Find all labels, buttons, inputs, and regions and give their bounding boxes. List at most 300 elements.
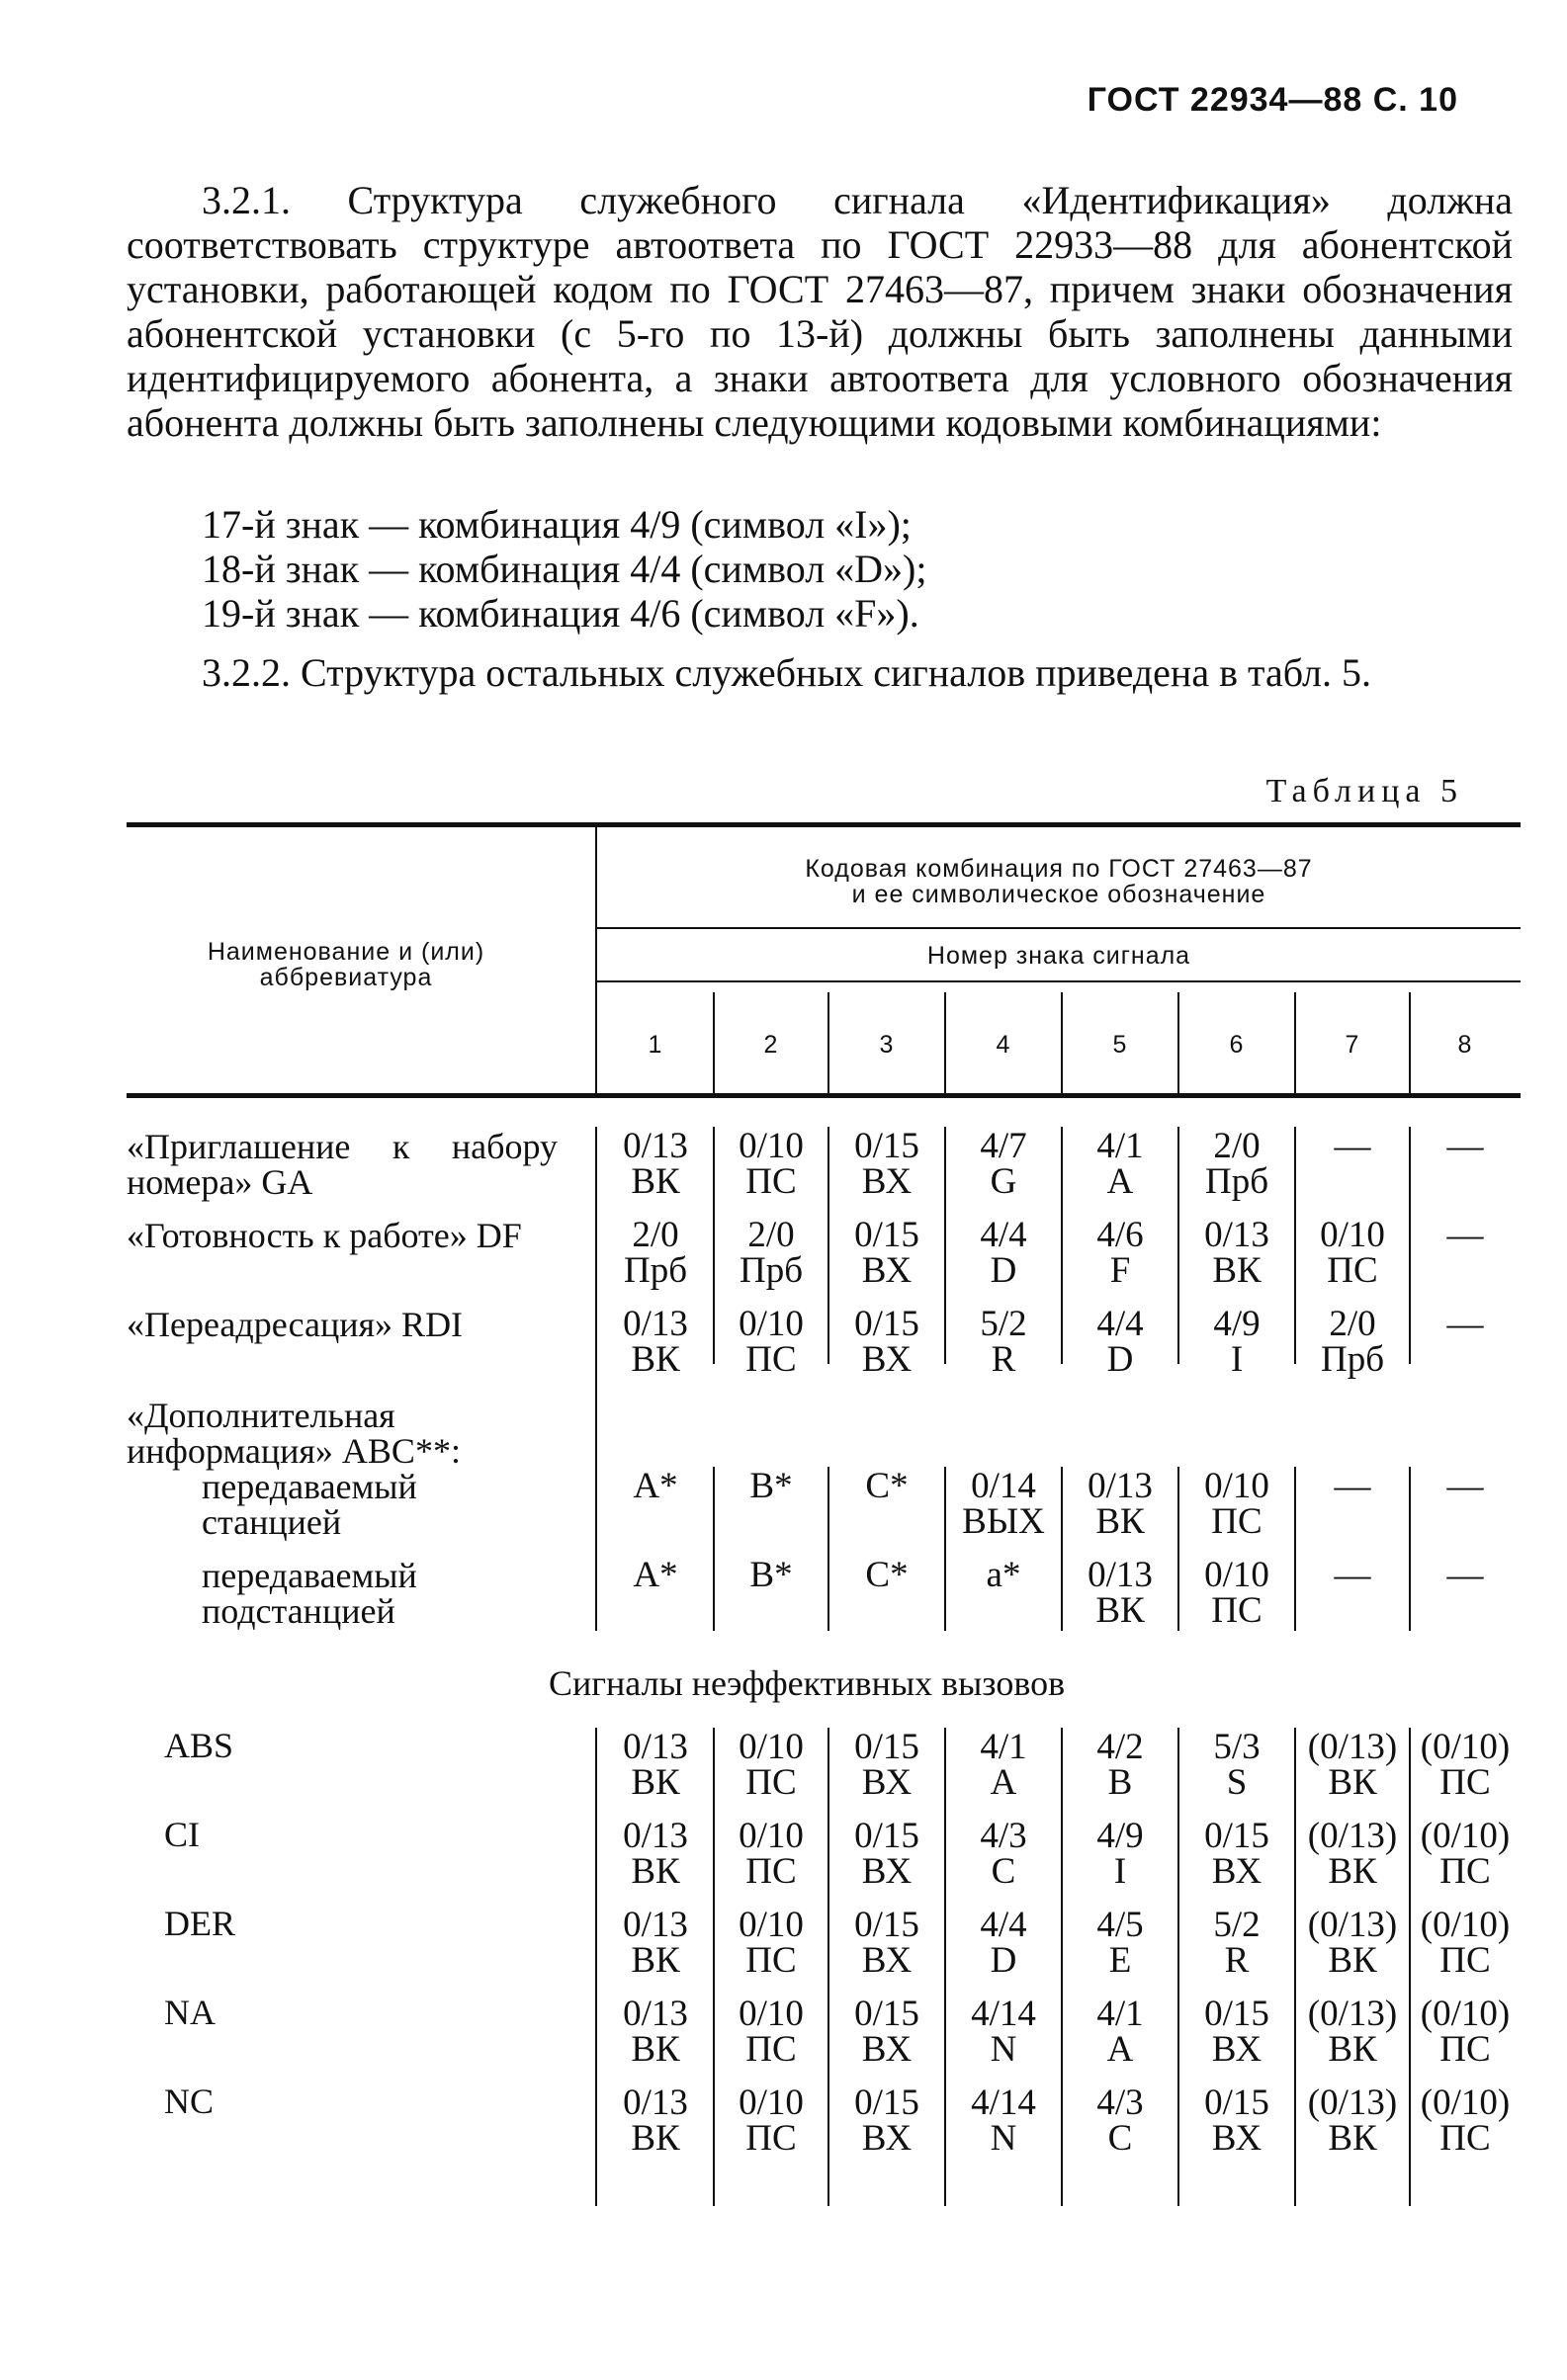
body-column-rule xyxy=(1409,1305,1411,1364)
row-name: ABS xyxy=(164,1726,234,1765)
cell-code: 0/15 xyxy=(854,1994,919,2034)
cell-code: 4/3 xyxy=(1096,2082,1144,2123)
cell-symbol: C xyxy=(1107,2118,1133,2159)
table-cell xyxy=(1178,1905,1295,1981)
cell-symbol: ПС xyxy=(745,1339,797,1380)
table-cell xyxy=(828,1126,945,1202)
cell-symbol: A xyxy=(1106,1161,1134,1202)
cell-symbol: ВК xyxy=(1328,2029,1377,2070)
body-column-rule xyxy=(944,1467,946,1631)
cell-code: 2/0 xyxy=(1213,1126,1261,1166)
cell-code: 0/13 xyxy=(1088,1555,1153,1595)
body-column-rule xyxy=(1294,1305,1296,1364)
cell-code: 4/6 xyxy=(1096,1215,1144,1255)
cell-symbol: ВХ xyxy=(861,2118,913,2159)
cell-code: 0/10 xyxy=(1320,1215,1385,1255)
table-cell xyxy=(1410,1555,1521,1595)
cell-symbol: ПС xyxy=(745,2118,797,2159)
cell-symbol: ВХ xyxy=(861,2029,913,2070)
cell-code: 4/4 xyxy=(1096,1304,1144,1344)
cell-code: 2/0 xyxy=(1329,1304,1376,1344)
table-cell xyxy=(714,2082,828,2159)
table-cell xyxy=(597,2082,714,2159)
body-column-rule xyxy=(827,1728,829,2206)
sign-line-18: 18-й знак — комбинация 4/4 (символ «D»); xyxy=(202,547,927,591)
table-cell xyxy=(945,1727,1062,1803)
sign-line-19: 19-й знак — комбинация 4/6 (символ «F»). xyxy=(202,591,919,636)
cell-code: 0/10 xyxy=(739,1905,804,1945)
table-cell xyxy=(828,1555,945,1595)
cell-code: C* xyxy=(865,1555,909,1595)
cell-symbol: ВК xyxy=(631,1762,680,1803)
cell-code: 4/1 xyxy=(1096,1126,1144,1166)
cell-code: 4/3 xyxy=(980,1816,1027,1856)
column-number: 4 xyxy=(996,1031,1011,1059)
cell-symbol: N xyxy=(990,2118,1017,2159)
sign-line-17: 17-й знак — комбинация 4/9 (символ «I»); xyxy=(202,502,912,547)
cell-symbol: ПС xyxy=(745,1161,797,1202)
table-cell xyxy=(1178,1994,1295,2070)
cell-code: — xyxy=(1446,1304,1484,1344)
cell-symbol: C xyxy=(991,1851,1016,1892)
cell-code: A* xyxy=(633,1466,678,1506)
cell-code: 0/15 xyxy=(1204,2082,1269,2123)
cell-code: (0/10) xyxy=(1420,1994,1511,2034)
table-caption: Таблица 5 xyxy=(1265,773,1463,809)
table-cell xyxy=(1295,1905,1410,1981)
body-column-rule xyxy=(827,1305,829,1364)
header-code-1: Кодовая комбинация по ГОСТ 27463—87 xyxy=(805,855,1313,883)
cell-symbol: ВК xyxy=(1328,1940,1377,1981)
body-column-rule xyxy=(1177,1127,1179,1305)
body-column-rule xyxy=(1177,1467,1179,1631)
row-name: «Переадресация» RDI xyxy=(127,1305,464,1344)
body-column-rule xyxy=(1061,1305,1063,1364)
paragraph-3-2-1-text: 3.2.1. Структура служебного сигнала «Идентификация» должна соответствовать структуре автоответа по ГОСТ 22933—88 для абонентской установки, работающей кодом по ГОСТ 27463—87, причем знаки обозначения абонентской установки (с 5-го по 13-й) должны быть заполнены данными идентифицируемого абонента, а знаки автоответа для условного обозначения абонента должны быть заполнены следующими кодовыми комбинациями: xyxy=(127,178,1513,445)
cell-symbol: G xyxy=(990,1161,1017,1202)
cell-symbol: ПС xyxy=(1439,2118,1491,2159)
cell-code: A* xyxy=(633,1555,678,1595)
cell-code: — xyxy=(1334,1126,1371,1166)
paragraph-3-2-1 xyxy=(127,178,1513,445)
cell-symbol: ВХ xyxy=(861,1940,913,1981)
cell-code: — xyxy=(1446,1466,1484,1506)
table-cell xyxy=(1295,1555,1410,1595)
cell-code: 0/15 xyxy=(854,1905,919,1945)
cell-code: 4/9 xyxy=(1213,1304,1261,1344)
row-name: DER xyxy=(164,1904,235,1943)
cell-symbol: ВХ xyxy=(861,1851,913,1892)
header-column-rule xyxy=(827,992,829,1093)
cell-symbol: D xyxy=(1106,1339,1134,1380)
cell-symbol: ПС xyxy=(745,1940,797,1981)
table-cell xyxy=(945,1555,1062,1595)
cell-code: 4/2 xyxy=(1096,1727,1144,1767)
cell-symbol: Прб xyxy=(1204,1161,1269,1202)
table-cell xyxy=(1410,1816,1521,1892)
cell-symbol: ВХ xyxy=(861,1250,913,1291)
body-column-rule xyxy=(944,1127,946,1305)
table-cell xyxy=(1062,1816,1178,1892)
table-cell xyxy=(945,1905,1062,1981)
column-number: 1 xyxy=(648,1031,663,1059)
header-column-rule xyxy=(1294,992,1296,1093)
cell-code: 0/13 xyxy=(623,1905,688,1945)
cell-symbol: ВЫХ xyxy=(962,1501,1045,1542)
cell-symbol: ПС xyxy=(1211,1590,1262,1631)
cell-code: 0/10 xyxy=(739,1994,804,2034)
table-cell xyxy=(597,1816,714,1892)
table-cell xyxy=(714,1816,828,1892)
header-column-rule xyxy=(713,992,715,1093)
cell-code: — xyxy=(1334,1555,1371,1595)
table-cell xyxy=(1410,1905,1521,1981)
table-cell xyxy=(1295,1304,1410,1380)
cell-code: (0/10) xyxy=(1420,1727,1511,1767)
cell-symbol: F xyxy=(1109,1250,1131,1291)
table-cell xyxy=(1062,1905,1178,1981)
cell-symbol: ПС xyxy=(1439,1851,1491,1892)
cell-code: 0/15 xyxy=(854,1215,919,1255)
cell-code: 0/15 xyxy=(854,1727,919,1767)
table-cell xyxy=(1295,1126,1410,1166)
table-cell xyxy=(597,1727,714,1803)
cell-code: B* xyxy=(749,1555,793,1595)
table-cell xyxy=(714,1215,828,1291)
cell-code: (0/13) xyxy=(1307,1727,1398,1767)
table-cell xyxy=(828,1994,945,2070)
table-cell xyxy=(945,1466,1062,1542)
row-name: передаваемый подстанцией xyxy=(202,1556,417,1631)
cell-symbol: ВК xyxy=(631,2118,680,2159)
cell-code: 0/10 xyxy=(739,1727,804,1767)
table-cell xyxy=(714,1555,828,1595)
cell-symbol: E xyxy=(1108,1940,1132,1981)
table-cell xyxy=(714,1727,828,1803)
header-column-rule xyxy=(944,992,946,1093)
table-cell xyxy=(714,1466,828,1506)
row-name: передаваемый станцией xyxy=(202,1467,417,1542)
paragraph-3-2-2 xyxy=(127,650,1513,695)
cell-code: C* xyxy=(865,1466,909,1506)
cell-symbol: ВК xyxy=(631,1339,680,1380)
cell-code: — xyxy=(1446,1126,1484,1166)
cell-symbol: ВК xyxy=(631,1851,680,1892)
cell-code: 5/2 xyxy=(980,1304,1027,1344)
cell-code: 4/7 xyxy=(980,1126,1027,1166)
body-column-rule xyxy=(1061,1127,1063,1305)
cell-symbol: ВК xyxy=(631,1161,680,1202)
name-column-rule-part2 xyxy=(595,1728,597,2206)
table-cell xyxy=(828,1304,945,1380)
body-column-rule xyxy=(1061,1728,1063,2206)
table-cell xyxy=(945,1215,1062,1291)
table-cell xyxy=(828,1816,945,1892)
cell-code: 5/2 xyxy=(1213,1905,1261,1945)
header-bottom-rule xyxy=(127,1093,1521,1098)
sign-list xyxy=(202,502,926,636)
cell-symbol: A xyxy=(1106,2029,1134,2070)
cell-code: 0/15 xyxy=(854,1816,919,1856)
header-code-2: и ее символическое обозначение xyxy=(851,881,1266,908)
cell-symbol: D xyxy=(990,1250,1017,1291)
cell-code: (0/13) xyxy=(1307,2082,1398,2123)
header-column-rule xyxy=(1409,992,1411,1093)
table-cell xyxy=(714,1304,828,1380)
row-name: NC xyxy=(164,2082,215,2121)
cell-code: 0/10 xyxy=(739,1126,804,1166)
body-column-rule xyxy=(713,1728,715,2206)
name-column-rule xyxy=(595,826,597,1093)
table-cell xyxy=(597,1905,714,1981)
cell-code: 0/10 xyxy=(739,2082,804,2123)
table-cell xyxy=(1178,1215,1295,1291)
column-number: 2 xyxy=(763,1031,779,1059)
table-cell xyxy=(597,1304,714,1380)
cell-code: 4/5 xyxy=(1096,1905,1144,1945)
cell-code: (0/10) xyxy=(1420,1905,1511,1945)
table-cell xyxy=(945,2082,1062,2159)
header-column-rule xyxy=(1061,992,1063,1093)
table-cell xyxy=(1062,1126,1178,1202)
body-column-rule xyxy=(944,1305,946,1364)
header-name: Наименование и (или) аббревиатура xyxy=(207,938,485,991)
table-cell xyxy=(1410,1126,1521,1166)
table-cell xyxy=(597,1215,714,1291)
table-cell xyxy=(1410,1727,1521,1803)
cell-code: 4/14 xyxy=(971,1994,1036,2034)
table-cell xyxy=(597,1466,714,1506)
table-cell xyxy=(1062,1304,1178,1380)
cell-code: 0/10 xyxy=(739,1816,804,1856)
table-cell xyxy=(597,1994,714,2070)
table-cell xyxy=(1410,1304,1521,1344)
cell-code: (0/10) xyxy=(1420,1816,1511,1856)
header-column-rule xyxy=(1177,992,1179,1093)
cell-code: 0/13 xyxy=(1088,1466,1153,1506)
table-cell xyxy=(828,1215,945,1291)
row-name: «Приглашение к набору номера» GA xyxy=(127,1127,558,1202)
cell-symbol: ПС xyxy=(1439,1762,1491,1803)
cell-code: 4/1 xyxy=(1096,1994,1144,2034)
cell-code: 0/15 xyxy=(854,1126,919,1166)
cell-symbol: ПС xyxy=(1439,2029,1491,2070)
cell-code: — xyxy=(1446,1215,1484,1255)
paragraph-3-2-2-text: 3.2.2. Структура остальных служебных сигналов приведена в табл. 5. xyxy=(202,650,1372,695)
cell-code: — xyxy=(1334,1466,1371,1506)
running-head: ГОСТ 22934—88 С. 10 xyxy=(1087,81,1458,119)
table-cell xyxy=(1062,1466,1178,1542)
table-cell xyxy=(1062,1727,1178,1803)
cell-code: — xyxy=(1446,1555,1484,1595)
cell-symbol: ВХ xyxy=(1211,2118,1262,2159)
body-column-rule xyxy=(1294,1728,1296,2206)
table-cell xyxy=(714,1994,828,2070)
table-cell xyxy=(1178,1466,1295,1542)
cell-code: 4/14 xyxy=(971,2082,1036,2123)
body-column-rule xyxy=(1409,1467,1411,1631)
cell-code: a* xyxy=(986,1555,1021,1595)
cell-symbol: ВХ xyxy=(861,1762,913,1803)
body-column-rule xyxy=(827,1467,829,1631)
column-number: 3 xyxy=(879,1031,895,1059)
body-column-rule xyxy=(1177,1728,1179,2206)
table-cell xyxy=(1295,1994,1410,2070)
cell-symbol: ВХ xyxy=(861,1339,913,1380)
cell-code: 0/13 xyxy=(623,2082,688,2123)
cell-symbol: Прб xyxy=(1320,1339,1385,1380)
header-sign-number: Номер знака сигнала xyxy=(926,942,1191,970)
cell-code: 2/0 xyxy=(632,1215,679,1255)
cell-symbol: ВК xyxy=(1328,1762,1377,1803)
row-name: CI xyxy=(164,1815,200,1854)
cell-code: 0/13 xyxy=(623,1304,688,1344)
cell-code: B* xyxy=(749,1466,793,1506)
cell-symbol: Прб xyxy=(739,1250,804,1291)
cell-symbol: R xyxy=(1224,1940,1250,1981)
body-column-rule xyxy=(827,1127,829,1305)
body-column-rule xyxy=(1409,1127,1411,1305)
table-cell xyxy=(1410,1215,1521,1255)
column-number: 5 xyxy=(1112,1031,1128,1059)
cell-symbol: ПС xyxy=(745,2029,797,2070)
table-cell xyxy=(1062,1215,1178,1291)
body-column-rule xyxy=(713,1467,715,1631)
body-column-rule xyxy=(944,1728,946,2206)
table-cell xyxy=(1178,1304,1295,1380)
column-number: 7 xyxy=(1345,1031,1360,1059)
cell-code: 0/15 xyxy=(1204,1816,1269,1856)
table-cell xyxy=(828,2082,945,2159)
cell-symbol: ВК xyxy=(1328,1851,1377,1892)
table-cell xyxy=(1178,1816,1295,1892)
cell-code: 0/13 xyxy=(623,1126,688,1166)
cell-symbol: D xyxy=(990,1940,1017,1981)
body-column-rule xyxy=(1177,1305,1179,1364)
body-column-rule xyxy=(1409,1728,1411,2206)
cell-symbol: ПС xyxy=(745,1851,797,1892)
cell-code: 4/1 xyxy=(980,1727,1027,1767)
cell-symbol: ВК xyxy=(1095,1501,1145,1542)
table-cell xyxy=(945,1816,1062,1892)
cell-code: 0/13 xyxy=(623,1727,688,1767)
header-mid-rule xyxy=(597,927,1521,929)
cell-symbol: A xyxy=(990,1762,1017,1803)
table-cell xyxy=(1295,1215,1410,1291)
cell-symbol: ПС xyxy=(1327,1250,1378,1291)
body-column-rule xyxy=(1294,1467,1296,1631)
cell-symbol: N xyxy=(990,2029,1017,2070)
cell-code: 0/10 xyxy=(1204,1555,1269,1595)
table-cell xyxy=(828,1905,945,1981)
cell-symbol: ВХ xyxy=(1211,2029,1262,2070)
column-number: 6 xyxy=(1229,1031,1245,1059)
header-mid-rule-2 xyxy=(597,980,1521,982)
abc-title: «Дополнительная информация» ABC**: xyxy=(127,1396,461,1471)
table-cell xyxy=(1062,1555,1178,1631)
table-cell xyxy=(1295,1466,1410,1506)
cell-symbol: R xyxy=(991,1339,1016,1380)
cell-symbol: B xyxy=(1107,1762,1133,1803)
table-cell xyxy=(597,1555,714,1595)
table-cell xyxy=(714,1905,828,1981)
table-cell xyxy=(1178,1555,1295,1631)
cell-code: (0/13) xyxy=(1307,1905,1398,1945)
cell-symbol: ВХ xyxy=(861,1161,913,1202)
table-cell xyxy=(1295,2082,1410,2159)
cell-code: (0/13) xyxy=(1307,1816,1398,1856)
table-cell xyxy=(1410,1466,1521,1506)
table-cell xyxy=(1295,1727,1410,1803)
cell-code: 0/14 xyxy=(971,1466,1036,1506)
cell-code: 0/15 xyxy=(854,2082,919,2123)
table-top-rule xyxy=(127,822,1521,827)
cell-symbol: ВК xyxy=(1095,1590,1145,1631)
cell-code: 2/0 xyxy=(747,1215,795,1255)
table-cell xyxy=(945,1994,1062,2070)
cell-symbol: Прб xyxy=(623,1250,688,1291)
cell-symbol: ВК xyxy=(1212,1250,1262,1291)
body-column-rule xyxy=(713,1127,715,1305)
row-name: NA xyxy=(164,1993,216,2032)
table-cell xyxy=(828,1466,945,1506)
cell-code: 4/4 xyxy=(980,1905,1027,1945)
cell-symbol: ВК xyxy=(631,1940,680,1981)
cell-code: 0/13 xyxy=(623,1816,688,1856)
table-cell xyxy=(1410,1994,1521,2070)
cell-code: (0/10) xyxy=(1420,2082,1511,2123)
table-cell xyxy=(1178,1126,1295,1202)
table-cell xyxy=(945,1126,1062,1202)
body-column-rule xyxy=(1061,1467,1063,1631)
row-name: «Готовность к работе» DF xyxy=(127,1216,522,1255)
table-cell xyxy=(714,1126,828,1202)
table-cell xyxy=(828,1727,945,1803)
table-cell xyxy=(1295,1816,1410,1892)
body-column-rule xyxy=(1294,1127,1296,1305)
cell-symbol: S xyxy=(1226,1762,1248,1803)
table-cell xyxy=(1062,1994,1178,2070)
cell-symbol: ПС xyxy=(1439,1940,1491,1981)
cell-symbol: ВХ xyxy=(1211,1851,1262,1892)
cell-symbol: ВК xyxy=(1328,2118,1377,2159)
table-cell xyxy=(1062,2082,1178,2159)
body-column-rule xyxy=(713,1305,715,1364)
cell-symbol: I xyxy=(1113,1851,1127,1892)
cell-code: 4/9 xyxy=(1096,1816,1144,1856)
cell-code: 4/4 xyxy=(980,1215,1027,1255)
cell-code: 5/3 xyxy=(1213,1727,1261,1767)
cell-code: 0/10 xyxy=(1204,1466,1269,1506)
table-cell xyxy=(1178,2082,1295,2159)
cell-code: 0/13 xyxy=(1204,1215,1269,1255)
cell-code: 0/15 xyxy=(1204,1994,1269,2034)
cell-code: 0/13 xyxy=(623,1994,688,2034)
table-cell xyxy=(1178,1727,1295,1803)
cell-symbol: ПС xyxy=(745,1762,797,1803)
name-column-rule-body xyxy=(595,1127,597,1631)
section-title: Сигналы неэффективных вызовов xyxy=(549,1663,1066,1703)
cell-code: (0/13) xyxy=(1307,1994,1398,2034)
cell-code: 0/15 xyxy=(854,1304,919,1344)
table-cell xyxy=(1410,2082,1521,2159)
column-number: 8 xyxy=(1457,1031,1473,1059)
table-cell xyxy=(597,1126,714,1202)
cell-symbol: ПС xyxy=(1211,1501,1262,1542)
table-cell xyxy=(945,1304,1062,1380)
cell-symbol: I xyxy=(1230,1339,1244,1380)
cell-code: 0/10 xyxy=(739,1304,804,1344)
